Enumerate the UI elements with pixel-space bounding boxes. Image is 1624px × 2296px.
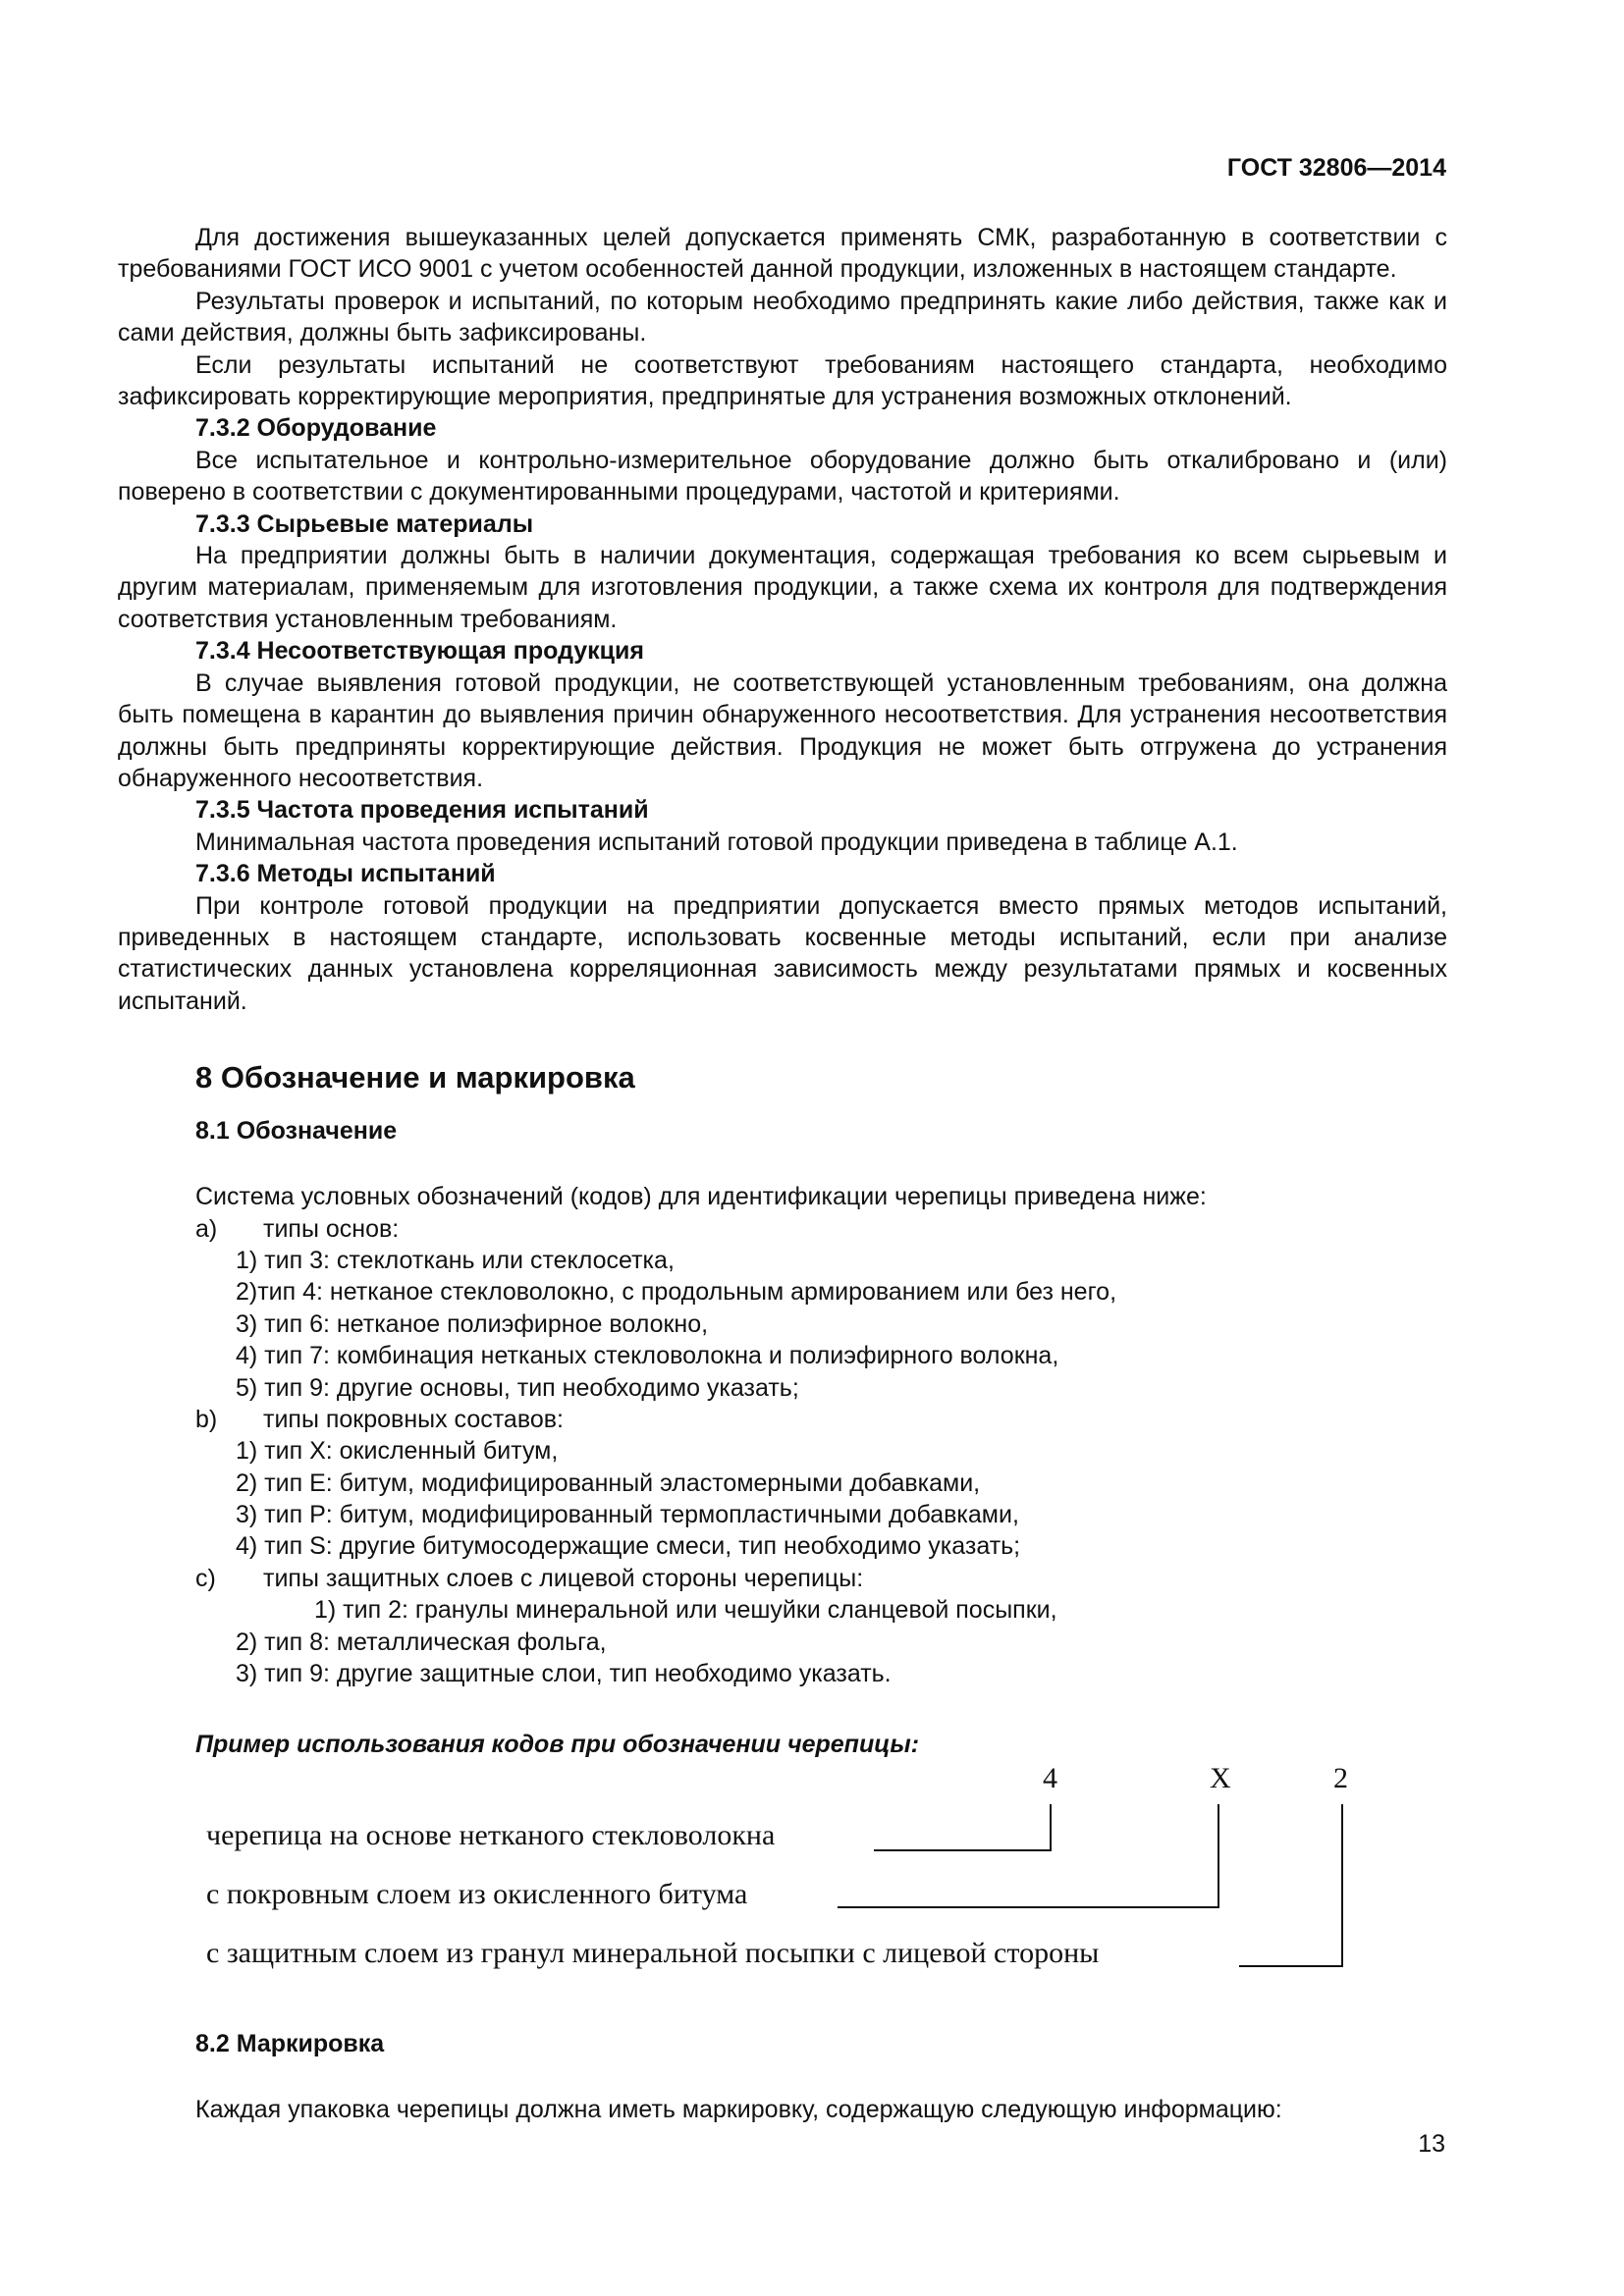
section-title-8: 8 Обозначение и маркировка xyxy=(195,1060,635,1095)
list-item: 3) тип 6: нетканое полиэфирное волокно, xyxy=(236,1309,709,1338)
list-item-c xyxy=(118,1563,1447,1594)
list-item: 2) тип E: битум, модифицированный эластомерными добавками, xyxy=(236,1468,981,1497)
leader-line xyxy=(838,1906,1219,1908)
list-item: 1) тип X: окисленный битум, xyxy=(236,1437,559,1466)
paragraph: Результаты проверок и испытаний, по которым необходимо предпринять какие либо действия, также как и сами действия, должны быть зафиксированы. xyxy=(118,287,1447,347)
list-item: 4) тип 7: комбинация нетканых стекловолокна и полиэфирного волокна, xyxy=(236,1342,1059,1370)
document-code: ГОСТ 32806—2014 xyxy=(1226,154,1446,182)
subsection-title-8-2: 8.2 Маркировка xyxy=(195,2029,385,2057)
list-item: 3) тип 9: другие защитные слои, тип необходимо указать. xyxy=(236,1660,892,1688)
designation-example-diagram xyxy=(118,1761,1447,1993)
code-surface-type: 2 xyxy=(1333,1761,1348,1794)
subsection-title-7-3-2: 7.3.2 Оборудование xyxy=(195,414,437,443)
code-base-type: 4 xyxy=(1043,1761,1057,1794)
list-item: 2)тип 4: нетканое стекловолокно, с продольным армированием или без него, xyxy=(236,1278,1117,1307)
list-label: типы покровных составов: xyxy=(263,1405,564,1433)
list-item: 4) тип S: другие битумосодержащие смеси, тип необходимо указать; xyxy=(236,1532,1021,1561)
paragraph: Каждая упаковка черепицы должна иметь маркировку, содержащую следующую информацию: xyxy=(195,2095,1282,2123)
list-item: 3) тип P: битум, модифицированный термопластичными добавками, xyxy=(236,1501,1019,1529)
paragraph: Система условных обозначений (кодов) для идентификации черепицы приведена ниже: xyxy=(195,1183,1207,1211)
example-line-surface: с защитным слоем из гранул минеральной посыпки с лицевой стороны xyxy=(206,1936,1100,1969)
list-item: 1) тип 3: стеклоткань или стеклосетка, xyxy=(236,1246,675,1274)
page-number: 13 xyxy=(1418,2130,1445,2158)
list-item: 1) тип 2: гранулы минеральной или чешуйки сланцевой посыпки, xyxy=(314,1596,1057,1625)
list-marker: b) xyxy=(195,1405,218,1433)
list-label: типы защитных слоев с лицевой стороны черепицы: xyxy=(263,1564,864,1592)
list-item-a xyxy=(118,1213,1447,1245)
paragraph: На предприятии должны быть в наличии документация, содержащая требования ко всем сырьевым и другим материалам, применяемым для изготовления продукции, а также схема их контроля для подтверждения соответствия установленным требованиям. xyxy=(118,542,1447,633)
paragraph: Минимальная частота проведения испытаний готовой продукции приведена в таблице А.1. xyxy=(195,828,1238,856)
leader-line xyxy=(1218,1804,1219,1908)
subsection-title-7-3-3: 7.3.3 Сырьевые материалы xyxy=(195,509,534,538)
list-marker: c) xyxy=(195,1564,216,1592)
paragraph: Если результаты испытаний не соответствуют требованиям настоящего стандарта, необходимо зафиксировать корректирующие мероприятия, предпринятые для устранения возможных отклонений. xyxy=(118,350,1447,411)
list-label: типы основ: xyxy=(263,1214,400,1243)
paragraph: Все испытательное и контрольно-измерительное оборудование должно быть откалибровано и (или) поверено в соответствии с документированными процедурами, частотой и критериями. xyxy=(118,446,1447,507)
example-line-base: черепица на основе нетканого стекловолокна xyxy=(206,1818,776,1851)
subsection-title-7-3-4: 7.3.4 Несоответствующая продукция xyxy=(195,637,644,666)
example-line-coating: с покровным слоем из окисленного битума xyxy=(206,1877,748,1910)
leader-line xyxy=(1341,1804,1343,1967)
leader-line xyxy=(1239,1965,1343,1967)
list-item: 5) тип 9: другие основы, тип необходимо указать; xyxy=(236,1373,799,1402)
paragraph: При контроле готовой продукции на предприятии допускается вместо прямых методов испытаний, приведенных в настоящем стандарте, использовать косвенные методы испытаний, если при анализе статистических данных установлена корреляционная зависимость между результатами прямых и косвенных испытаний. xyxy=(118,891,1447,1015)
subsection-title-8-1: 8.1 Обозначение xyxy=(195,1117,398,1146)
leader-line xyxy=(874,1849,1051,1851)
leader-line xyxy=(1050,1804,1052,1851)
example-title: Пример использования кодов при обозначении черепицы: xyxy=(195,1731,920,1759)
list-marker: а) xyxy=(195,1214,218,1243)
code-coating-type: X xyxy=(1210,1761,1231,1794)
list-item-b xyxy=(118,1404,1447,1435)
subsection-title-7-3-5: 7.3.5 Частота проведения испытаний xyxy=(195,796,649,825)
document-body xyxy=(118,222,1447,2125)
paragraph: Для достижения вышеуказанных целей допускается применять СМК, разработанную в соответствии с требованиями ГОСТ ИСО 9001 с учетом особенностей данной продукции, изложенных в настоящем стандарте. xyxy=(118,224,1447,284)
subsection-title-7-3-6: 7.3.6 Методы испытаний xyxy=(195,860,496,888)
paragraph: В случае выявления готовой продукции, не соответствующей установленным требованиям, она должна быть помещена в карантин до выявления причин обнаруженного несоответствия. Для устранения несоответствия должны быть предприняты корректирующие действия. Продукция не может быть отгружена до устранения обнаруженного несоответствия. xyxy=(118,668,1447,792)
list-item: 2) тип 8: металлическая фольга, xyxy=(236,1628,607,1656)
